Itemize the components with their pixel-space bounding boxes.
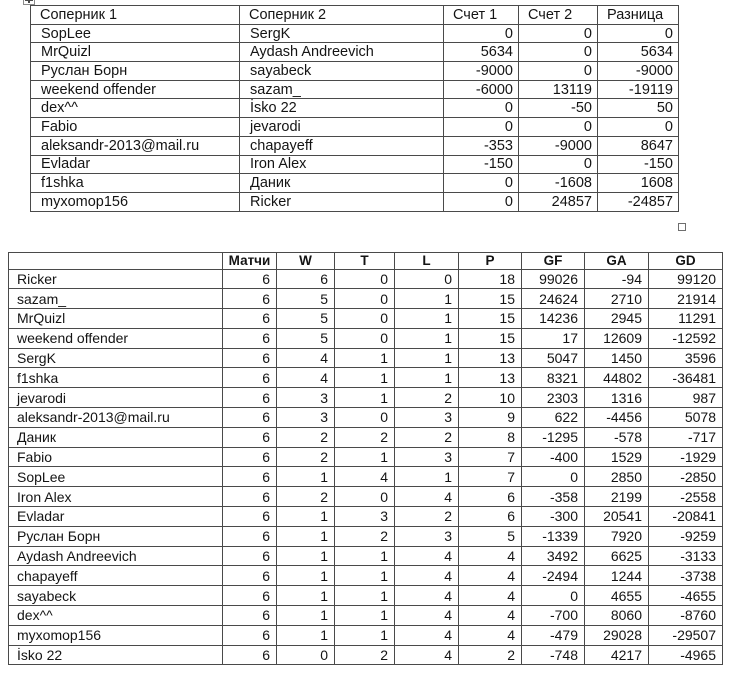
- table-cell[interactable]: Fabio: [31, 118, 240, 137]
- table-cell[interactable]: 1: [277, 566, 335, 586]
- column-header[interactable]: T: [335, 253, 395, 270]
- table-cell[interactable]: chapayeff: [240, 136, 444, 155]
- table-cell[interactable]: -479: [522, 625, 585, 645]
- table-cell[interactable]: 1: [335, 606, 395, 626]
- table-cell[interactable]: 1: [395, 467, 459, 487]
- table-cell[interactable]: 99120: [649, 269, 723, 289]
- table-cell[interactable]: 987: [649, 388, 723, 408]
- table-cell[interactable]: -19119: [598, 80, 679, 99]
- column-header[interactable]: W: [277, 253, 335, 270]
- table-cell[interactable]: 7: [459, 467, 522, 487]
- column-header[interactable]: Разница: [598, 6, 679, 25]
- table-cell[interactable]: MrQuizl: [9, 309, 223, 329]
- table-cell[interactable]: 2945: [585, 309, 649, 329]
- table-cell[interactable]: -353: [444, 136, 519, 155]
- table-cell[interactable]: 44802: [585, 368, 649, 388]
- table-row: [9, 526, 723, 546]
- table-cell[interactable]: 6: [223, 467, 277, 487]
- table-cell[interactable]: 6: [459, 507, 522, 527]
- table-cell[interactable]: 4: [277, 348, 335, 368]
- table-cell[interactable]: 1: [277, 507, 335, 527]
- table-cell[interactable]: f1shka: [9, 368, 223, 388]
- table-cell[interactable]: 2710: [585, 289, 649, 309]
- column-header[interactable]: L: [395, 253, 459, 270]
- table-cell[interactable]: 9: [459, 408, 522, 428]
- table-cell[interactable]: 4: [277, 368, 335, 388]
- table-cell[interactable]: 5: [277, 309, 335, 329]
- table-cell[interactable]: SopLee: [31, 24, 240, 43]
- table-cell[interactable]: Ricker: [240, 192, 444, 211]
- column-header[interactable]: Соперник 2: [240, 6, 444, 25]
- table-cell[interactable]: 3: [277, 388, 335, 408]
- table-cell[interactable]: chapayeff: [9, 566, 223, 586]
- table-cell[interactable]: Iron Alex: [9, 487, 223, 507]
- table-cell[interactable]: Fabio: [9, 447, 223, 467]
- table-cell[interactable]: 0: [335, 408, 395, 428]
- table-cell[interactable]: 2: [395, 507, 459, 527]
- table-row: [31, 136, 679, 155]
- table-cell[interactable]: 0: [335, 328, 395, 348]
- table-cell[interactable]: 15: [459, 309, 522, 329]
- table-cell[interactable]: 4: [459, 546, 522, 566]
- table-cell[interactable]: 2: [277, 427, 335, 447]
- table-cell[interactable]: 6: [223, 269, 277, 289]
- table-cell[interactable]: 1: [395, 289, 459, 309]
- table-cell[interactable]: 3: [277, 408, 335, 428]
- table-cell[interactable]: 6: [223, 427, 277, 447]
- table-cell[interactable]: -700: [522, 606, 585, 626]
- table-cell[interactable]: 8060: [585, 606, 649, 626]
- column-header[interactable]: P: [459, 253, 522, 270]
- table-row: [9, 467, 723, 487]
- table-cell[interactable]: 4: [459, 625, 522, 645]
- table-cell[interactable]: 50: [598, 99, 679, 118]
- table-cell[interactable]: 14236: [522, 309, 585, 329]
- table-cell[interactable]: -9000: [444, 62, 519, 81]
- table-cell[interactable]: 1: [335, 368, 395, 388]
- table-cell[interactable]: 24857: [519, 192, 598, 211]
- table-cell[interactable]: 1: [335, 388, 395, 408]
- table-resize-handle[interactable]: [678, 223, 686, 231]
- table-cell[interactable]: 1: [335, 546, 395, 566]
- table-cell[interactable]: SopLee: [9, 467, 223, 487]
- table-cell[interactable]: 3: [395, 408, 459, 428]
- table-cell[interactable]: 0: [444, 192, 519, 211]
- column-header[interactable]: GA: [585, 253, 649, 270]
- table-cell[interactable]: -578: [585, 427, 649, 447]
- table-cell[interactable]: -9000: [598, 62, 679, 81]
- table-cell[interactable]: Evladar: [31, 155, 240, 174]
- table-cell[interactable]: -1295: [522, 427, 585, 447]
- table-row: [31, 174, 679, 193]
- table-cell[interactable]: -6000: [444, 80, 519, 99]
- table-cell[interactable]: -36481: [649, 368, 723, 388]
- table-cell[interactable]: sayabeck: [240, 62, 444, 81]
- table-cell[interactable]: 4: [459, 586, 522, 606]
- table-cell[interactable]: 0: [519, 62, 598, 81]
- table-cell[interactable]: 0: [519, 24, 598, 43]
- table-cell[interactable]: 5: [459, 526, 522, 546]
- table-cell[interactable]: 4: [395, 586, 459, 606]
- table-cell[interactable]: 0: [395, 269, 459, 289]
- table-cell[interactable]: 6: [223, 328, 277, 348]
- table-cell[interactable]: 20541: [585, 507, 649, 527]
- table-cell[interactable]: 1: [335, 586, 395, 606]
- table-cell[interactable]: -300: [522, 507, 585, 527]
- table-cell[interactable]: 2199: [585, 487, 649, 507]
- table-cell[interactable]: myxomop156: [31, 192, 240, 211]
- table-cell[interactable]: 18: [459, 269, 522, 289]
- table-cell[interactable]: 6: [223, 586, 277, 606]
- table-row: [9, 586, 723, 606]
- table-cell[interactable]: -9259: [649, 526, 723, 546]
- table-cell[interactable]: Руслан Борн: [31, 62, 240, 81]
- table-cell[interactable]: sazam_: [240, 80, 444, 99]
- table-cell[interactable]: 1: [395, 348, 459, 368]
- table-cell[interactable]: 6: [223, 388, 277, 408]
- table-cell[interactable]: 2303: [522, 388, 585, 408]
- table-cell[interactable]: 6: [223, 546, 277, 566]
- table-row: [9, 328, 723, 348]
- table-row: [9, 606, 723, 626]
- table-cell[interactable]: Даник: [9, 427, 223, 447]
- table-cell[interactable]: 6: [223, 487, 277, 507]
- table-cell[interactable]: 2: [459, 645, 522, 665]
- table-cell[interactable]: 3596: [649, 348, 723, 368]
- table-cell[interactable]: -358: [522, 487, 585, 507]
- table-cell[interactable]: -4655: [649, 586, 723, 606]
- table-cell[interactable]: aleksandr-2013@mail.ru: [9, 408, 223, 428]
- table-cell[interactable]: -748: [522, 645, 585, 665]
- table-cell[interactable]: 13: [459, 368, 522, 388]
- table-cell[interactable]: 4: [459, 566, 522, 586]
- table-row: [9, 427, 723, 447]
- table-cell[interactable]: 6: [223, 309, 277, 329]
- table-cell[interactable]: -4456: [585, 408, 649, 428]
- table-cell[interactable]: jevarodi: [240, 118, 444, 137]
- column-header[interactable]: Счет 2: [519, 6, 598, 25]
- table-cell[interactable]: 6: [223, 526, 277, 546]
- table-cell[interactable]: 4: [459, 606, 522, 626]
- table-cell[interactable]: 6: [223, 606, 277, 626]
- table-cell[interactable]: Evladar: [9, 507, 223, 527]
- table-cell[interactable]: myxomop156: [9, 625, 223, 645]
- table-row: [9, 388, 723, 408]
- table-cell[interactable]: 0: [598, 118, 679, 137]
- table-row: [9, 309, 723, 329]
- table-cell[interactable]: 2: [335, 526, 395, 546]
- table-row: [9, 269, 723, 289]
- table-cell[interactable]: 6: [223, 507, 277, 527]
- header-row: [31, 6, 679, 25]
- table-cell[interactable]: 13119: [519, 80, 598, 99]
- table-cell[interactable]: 6: [223, 348, 277, 368]
- table-cell[interactable]: 2: [277, 447, 335, 467]
- table-cell[interactable]: 8: [459, 427, 522, 447]
- table-cell[interactable]: 7920: [585, 526, 649, 546]
- table-cell[interactable]: 0: [335, 309, 395, 329]
- table-cell[interactable]: dex^^: [9, 606, 223, 626]
- table-cell[interactable]: 5047: [522, 348, 585, 368]
- table-cell[interactable]: 4: [395, 625, 459, 645]
- table-cell[interactable]: 1: [277, 467, 335, 487]
- header-row: [9, 253, 723, 270]
- table-cell[interactable]: 1450: [585, 348, 649, 368]
- table-cell[interactable]: 5634: [444, 43, 519, 62]
- table-row: [9, 566, 723, 586]
- table-cell[interactable]: 1608: [598, 174, 679, 193]
- table-cell[interactable]: 6: [223, 625, 277, 645]
- table-row: [9, 348, 723, 368]
- table-cell[interactable]: -24857: [598, 192, 679, 211]
- table-cell[interactable]: -2850: [649, 467, 723, 487]
- table-row: [31, 80, 679, 99]
- table-cell[interactable]: aleksandr-2013@mail.ru: [31, 136, 240, 155]
- table-cell[interactable]: -12592: [649, 328, 723, 348]
- table-cell[interactable]: Руслан Борн: [9, 526, 223, 546]
- table-cell[interactable]: Iron Alex: [240, 155, 444, 174]
- table-cell[interactable]: 3: [395, 447, 459, 467]
- table-row: [9, 447, 723, 467]
- table-cell[interactable]: 1: [335, 348, 395, 368]
- table-cell[interactable]: -50: [519, 99, 598, 118]
- table-row: [9, 507, 723, 527]
- table-cell[interactable]: 8647: [598, 136, 679, 155]
- table-cell[interactable]: 1529: [585, 447, 649, 467]
- table-cell[interactable]: 29028: [585, 625, 649, 645]
- table-cell[interactable]: 0: [444, 24, 519, 43]
- table-cell[interactable]: -3133: [649, 546, 723, 566]
- table-cell[interactable]: 6: [223, 368, 277, 388]
- table-cell[interactable]: 2: [395, 388, 459, 408]
- column-header[interactable]: Матчи: [223, 253, 277, 270]
- table-cell[interactable]: 0: [598, 24, 679, 43]
- table-cell[interactable]: 2: [277, 487, 335, 507]
- table-cell[interactable]: 1: [395, 328, 459, 348]
- table-cell[interactable]: -29507: [649, 625, 723, 645]
- table-cell[interactable]: -9000: [519, 136, 598, 155]
- table-cell[interactable]: 0: [277, 645, 335, 665]
- move-handle-cross-bar: [25, 0, 33, 1]
- table-cell[interactable]: 0: [522, 586, 585, 606]
- match-results-table: [30, 5, 679, 212]
- table-cell[interactable]: 1316: [585, 388, 649, 408]
- column-header[interactable]: GF: [522, 253, 585, 270]
- table-row: [9, 289, 723, 309]
- table-cell[interactable]: 2: [395, 427, 459, 447]
- table-cell[interactable]: -2558: [649, 487, 723, 507]
- table-cell[interactable]: -400: [522, 447, 585, 467]
- table-cell[interactable]: 99026: [522, 269, 585, 289]
- table-cell[interactable]: 4: [395, 487, 459, 507]
- column-header[interactable]: Соперник 1: [31, 6, 240, 25]
- table-cell[interactable]: 4: [395, 606, 459, 626]
- table-cell[interactable]: -150: [444, 155, 519, 174]
- table-cell[interactable]: -2494: [522, 566, 585, 586]
- table-cell[interactable]: 5: [277, 289, 335, 309]
- table-cell[interactable]: 0: [522, 467, 585, 487]
- table-cell[interactable]: 6: [223, 447, 277, 467]
- table-cell[interactable]: dex^^: [31, 99, 240, 118]
- table-row: [31, 24, 679, 43]
- table-cell[interactable]: 1: [395, 309, 459, 329]
- table-cell[interactable]: 24624: [522, 289, 585, 309]
- column-header[interactable]: [9, 253, 223, 270]
- table-cell[interactable]: sayabeck: [9, 586, 223, 606]
- table-cell[interactable]: 4655: [585, 586, 649, 606]
- table-row: [9, 368, 723, 388]
- standings-table: [8, 252, 723, 665]
- table-cell[interactable]: -1608: [519, 174, 598, 193]
- table-cell[interactable]: 8321: [522, 368, 585, 388]
- table-cell[interactable]: 15: [459, 328, 522, 348]
- table-cell[interactable]: 2: [335, 427, 395, 447]
- table-cell[interactable]: 6: [223, 408, 277, 428]
- table-cell[interactable]: 5078: [649, 408, 723, 428]
- table-row: [9, 645, 723, 665]
- table-cell[interactable]: -1929: [649, 447, 723, 467]
- table-cell[interactable]: Ricker: [9, 269, 223, 289]
- table-cell[interactable]: sazam_: [9, 289, 223, 309]
- table-cell[interactable]: 1: [277, 625, 335, 645]
- table-cell[interactable]: -150: [598, 155, 679, 174]
- table-cell[interactable]: 6: [223, 289, 277, 309]
- table-cell[interactable]: f1shka: [31, 174, 240, 193]
- table-cell[interactable]: 4: [395, 566, 459, 586]
- table-cell[interactable]: 6625: [585, 546, 649, 566]
- table-cell[interactable]: 2: [335, 645, 395, 665]
- table-cell[interactable]: jevarodi: [9, 388, 223, 408]
- table-cell[interactable]: -717: [649, 427, 723, 447]
- column-header[interactable]: GD: [649, 253, 723, 270]
- table-cell[interactable]: -1339: [522, 526, 585, 546]
- table-cell[interactable]: 7: [459, 447, 522, 467]
- table-cell[interactable]: -20841: [649, 507, 723, 527]
- table-cell[interactable]: -94: [585, 269, 649, 289]
- table-cell[interactable]: 2850: [585, 467, 649, 487]
- table-row: [9, 625, 723, 645]
- table-cell[interactable]: 6: [277, 269, 335, 289]
- table-cell[interactable]: Aydash Andreevich: [9, 546, 223, 566]
- table-cell[interactable]: Даник: [240, 174, 444, 193]
- table-cell[interactable]: 13: [459, 348, 522, 368]
- table-cell[interactable]: 1: [277, 606, 335, 626]
- table-cell[interactable]: İsko 22: [9, 645, 223, 665]
- table-cell[interactable]: 0: [519, 118, 598, 137]
- table-cell[interactable]: İsko 22: [240, 99, 444, 118]
- table-cell[interactable]: 0: [444, 118, 519, 137]
- table-cell[interactable]: 1: [335, 566, 395, 586]
- table-cell[interactable]: 6: [223, 566, 277, 586]
- table-cell[interactable]: 0: [444, 99, 519, 118]
- column-header[interactable]: Счет 1: [444, 6, 519, 25]
- table-row: [31, 43, 679, 62]
- table-row: [9, 546, 723, 566]
- table-cell[interactable]: 17: [522, 328, 585, 348]
- table-cell[interactable]: 15: [459, 289, 522, 309]
- table-cell[interactable]: 3: [395, 526, 459, 546]
- table-cell[interactable]: 1: [395, 368, 459, 388]
- table-cell[interactable]: 5: [277, 328, 335, 348]
- table-cell[interactable]: 12609: [585, 328, 649, 348]
- table-cell[interactable]: 0: [335, 269, 395, 289]
- table-cell[interactable]: 1: [335, 625, 395, 645]
- table-cell[interactable]: weekend offender: [31, 80, 240, 99]
- table-cell[interactable]: 3492: [522, 546, 585, 566]
- table-cell[interactable]: 11291: [649, 309, 723, 329]
- table-row: [31, 99, 679, 118]
- table-cell[interactable]: 1: [277, 586, 335, 606]
- table-cell[interactable]: 4: [395, 546, 459, 566]
- table-row: [9, 408, 723, 428]
- table-cell[interactable]: 10: [459, 388, 522, 408]
- table-cell[interactable]: -3738: [649, 566, 723, 586]
- table-row: [31, 192, 679, 211]
- table-cell[interactable]: 4: [395, 645, 459, 665]
- table-cell[interactable]: 4: [335, 467, 395, 487]
- table-cell[interactable]: 5634: [598, 43, 679, 62]
- table-cell[interactable]: SergK: [9, 348, 223, 368]
- table-row: [31, 118, 679, 137]
- table-cell[interactable]: 4217: [585, 645, 649, 665]
- table-cell[interactable]: 1244: [585, 566, 649, 586]
- table-cell[interactable]: 1: [277, 546, 335, 566]
- table-row: [9, 487, 723, 507]
- table-cell[interactable]: MrQuizl: [31, 43, 240, 62]
- table-cell[interactable]: SergK: [240, 24, 444, 43]
- table-cell[interactable]: 0: [335, 487, 395, 507]
- table-row: [31, 62, 679, 81]
- table-cell[interactable]: 21914: [649, 289, 723, 309]
- table-cell[interactable]: 0: [519, 43, 598, 62]
- table-cell[interactable]: 0: [519, 155, 598, 174]
- table-cell[interactable]: 1: [335, 447, 395, 467]
- table-cell[interactable]: 6: [459, 487, 522, 507]
- table-cell[interactable]: Aydash Andreevich: [240, 43, 444, 62]
- table-row: [31, 155, 679, 174]
- table-cell[interactable]: 6: [223, 645, 277, 665]
- table-cell[interactable]: weekend offender: [9, 328, 223, 348]
- table-cell[interactable]: -4965: [649, 645, 723, 665]
- table-cell[interactable]: 1: [277, 526, 335, 546]
- table-cell[interactable]: 0: [444, 174, 519, 193]
- table-cell[interactable]: 0: [335, 289, 395, 309]
- table-cell[interactable]: 3: [335, 507, 395, 527]
- table-cell[interactable]: -8760: [649, 606, 723, 626]
- table-cell[interactable]: 622: [522, 408, 585, 428]
